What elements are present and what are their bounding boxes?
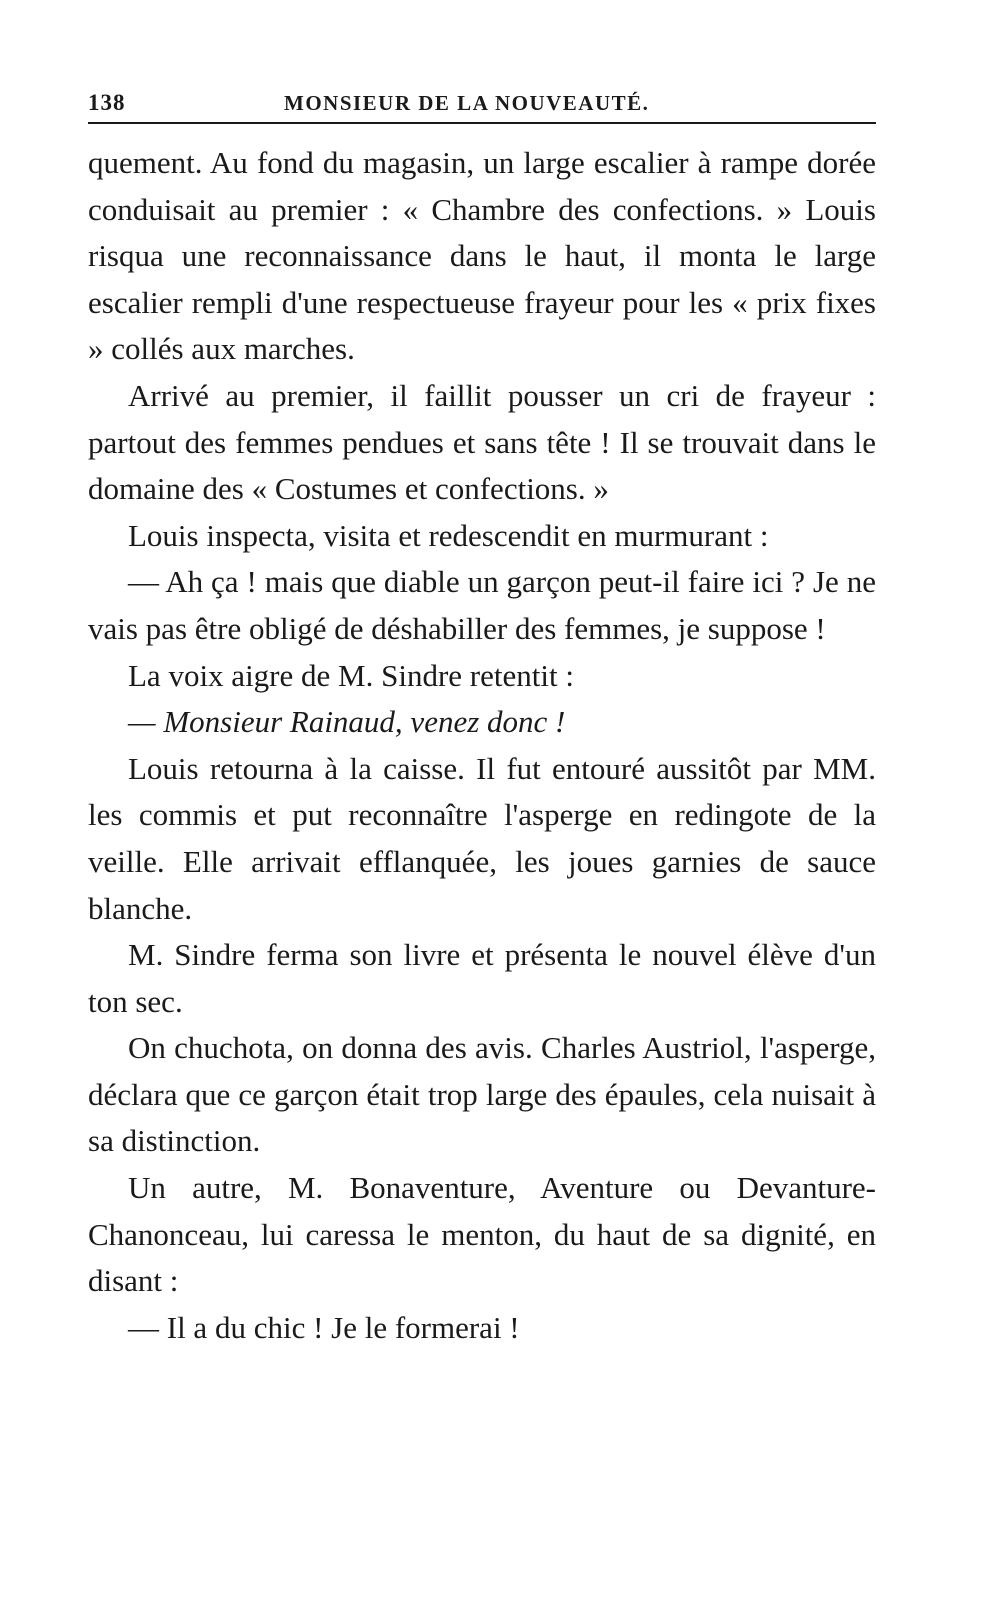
paragraph-10: Un autre, M. Bonaventure, Aventure ou Devanture-Chanonceau, lui caressa le menton, du haut de sa dignité, en disant : bbox=[88, 1170, 876, 1299]
paragraph-9: On chuchota, on donna des avis. Charles Austriol, l'asperge, déclara que ce garçon était trop large des épaules, cela nuisait à sa distinction. bbox=[88, 1030, 876, 1159]
paragraph-8: M. Sindre ferma son livre et présenta le nouvel élève d'un ton sec. bbox=[88, 937, 876, 1019]
page-number: 138 bbox=[88, 90, 126, 115]
paragraph-7: Louis retourna à la caisse. Il fut entouré aussitôt par MM. les commis et put reconnaître l'asperge en redingote de la veille. Elle arrivait efflanquée, les joues garnies de sauce blanche. bbox=[88, 750, 876, 926]
paragraph-2: Arrivé au premier, il faillit pousser un cri de frayeur : partout des femmes pendues et sans tête ! Il se trouvait dans le domaine des « Costumes et confections. » bbox=[88, 377, 876, 507]
body-text bbox=[88, 140, 876, 1351]
paragraph-5: La voix aigre de M. Sindre retentit : bbox=[128, 657, 574, 693]
paragraph-11: — Il a du chic ! Je le formerai ! bbox=[128, 1309, 520, 1345]
paragraph-3: Louis inspecta, visita et redescendit en murmurant : bbox=[128, 517, 769, 553]
page-header bbox=[88, 82, 876, 124]
running-title: MONSIEUR DE LA NOUVEAUTÉ. bbox=[284, 91, 650, 115]
paragraph-6 bbox=[88, 699, 876, 746]
book-page bbox=[88, 82, 876, 1351]
paragraph-1: quement. Au fond du magasin, un large escalier à rampe dorée conduisait au premier : « Chambre des confections. » Louis risqua une reconnaissance dans le haut, il monta le large escalier rempli d'une respectueuse frayeur pour les « prix fixes » collés aux marches. bbox=[88, 145, 876, 367]
paragraph-4: — Ah ça ! mais que diable un garçon peut-il faire ici ? Je ne vais pas être obligé de déshabiller des femmes, je suppose ! bbox=[88, 564, 876, 646]
italic-dialogue: — Monsieur Rainaud, venez donc ! bbox=[128, 704, 566, 740]
